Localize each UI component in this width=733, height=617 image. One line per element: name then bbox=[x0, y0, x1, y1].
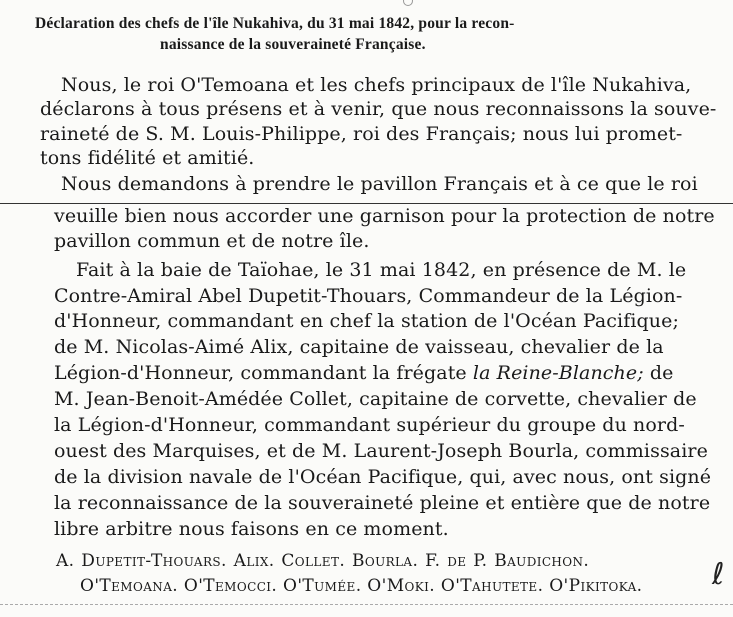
scan-mark bbox=[403, 0, 413, 6]
signatures-chiefs: O'Temoana. O'Temocci. O'Tumée. O'Moki. O'Tahutete. O'Pikitoka. bbox=[80, 576, 643, 596]
page-bottom-edge bbox=[0, 604, 733, 605]
paragraph-3-line-3: d'Honneur, commandant en chef la station de l'Océan Pacifique; bbox=[54, 310, 679, 332]
document-title-line-2: naissance de la souveraineté Française. bbox=[160, 36, 426, 53]
ship-name: la Reine-Blanche; bbox=[472, 362, 644, 384]
paragraph-3-line-11: libre arbitre nous faisons en ce moment. bbox=[54, 518, 449, 540]
paragraph-1-line-1: Nous, le roi O'Temoana et les chefs principaux de l'île Nukahiva, bbox=[61, 74, 692, 96]
paragraph-1-line-3: raineté de S. M. Louis-Philippe, roi des Français; nous lui promet- bbox=[40, 123, 683, 145]
paragraph-3-line-5-end: de bbox=[643, 362, 674, 384]
paragraph-3-line-6: M. Jean-Benoit-Amédée Collet, capitaine de corvette, chevalier de bbox=[54, 388, 697, 410]
paragraph-3-line-2: Contre-Amiral Abel Dupetit-Thouars, Commandeur de la Légion- bbox=[54, 285, 683, 307]
signatures-officers: A. Dupetit-Thouars. Alix. Collet. Bourla. F. de P. Baudichon. bbox=[56, 551, 590, 571]
paragraph-3-line-9: de la division navale de l'Océan Pacifique, qui, avec nous, ont signé bbox=[54, 466, 712, 488]
paragraph-3-line-5 bbox=[54, 362, 673, 384]
paragraph-3-line-10: la reconnaissance de la souveraineté pleine et entière que de notre bbox=[54, 492, 711, 514]
handwritten-mark: ℓ bbox=[712, 557, 725, 592]
paragraph-3-line-5-text: Légion-d'Honneur, commandant la frégate bbox=[54, 362, 473, 384]
paragraph-3-line-7: la Légion-d'Honneur, commandant supérieur du groupe du nord- bbox=[54, 414, 685, 436]
paragraph-3-line-4: de M. Nicolas-Aimé Alix, capitaine de vaisseau, chevalier de la bbox=[54, 336, 664, 358]
paragraph-3-line-8: ouest des Marquises, et de M. Laurent-Joseph Bourla, commissaire bbox=[54, 440, 708, 462]
paragraph-2-line-2: veuille bien nous accorder une garnison pour la protection de notre bbox=[54, 205, 715, 227]
document-title-line-1: Déclaration des chefs de l'île Nukahiva, du 31 mai 1842, pour la recon- bbox=[35, 15, 515, 32]
paragraph-1-line-2: déclarons à tous présens et à venir, que nous reconnaissons la souve- bbox=[40, 98, 717, 120]
paragraph-1-line-4: tons fidélité et amitié. bbox=[40, 147, 255, 169]
scan-seam-line bbox=[0, 203, 733, 204]
paragraph-3-line-1: Fait à la baie de Taïohae, le 31 mai 1842, en présence de M. le bbox=[76, 259, 687, 281]
paragraph-2-line-3: pavillon commun et de notre île. bbox=[54, 230, 370, 252]
paragraph-2-line-1: Nous demandons à prendre le pavillon Français et à ce que le roi bbox=[61, 173, 698, 195]
